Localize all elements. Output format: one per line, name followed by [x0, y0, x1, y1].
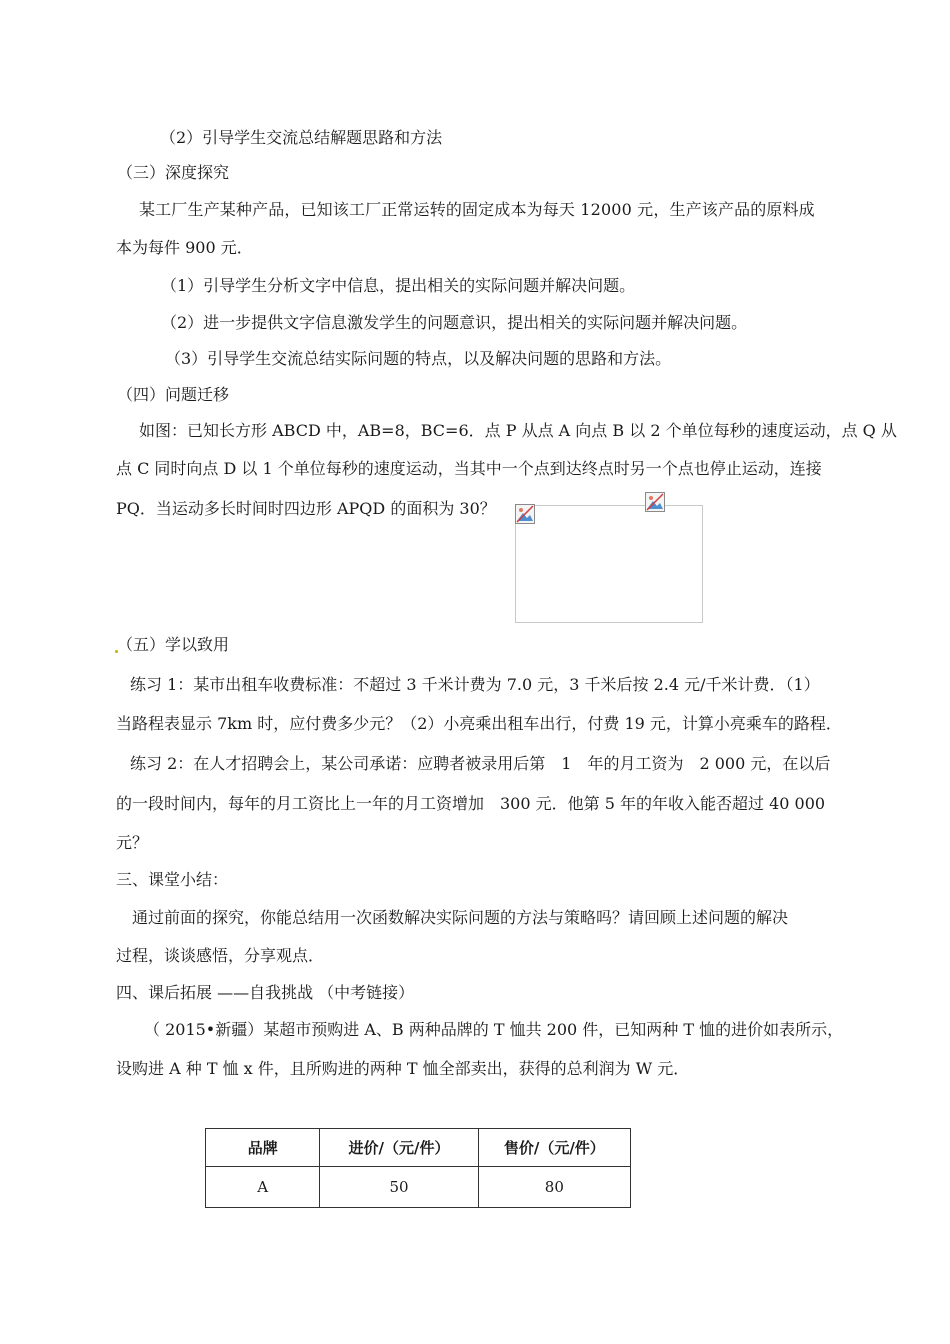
section-4-paragraph-line-3: PQ．当运动多长时间时四边形 APQD 的面积为 30？ [116, 499, 496, 518]
step-2-text: （2）引导学生交流总结解题思路和方法 [160, 128, 443, 147]
exercise-2-line-2: 的一段时间内，每年的月工资比上一年的月工资增加 300 元．他第 5 年的年收入能否超过 40 000 [116, 794, 826, 813]
broken-image-icon [515, 504, 535, 524]
table-header-row [206, 1129, 631, 1167]
summary-heading: 三、课堂小结： [116, 870, 229, 889]
summary-line-2: 过程，谈谈感悟，分享观点． [116, 946, 325, 965]
exercise-2-line-3: 元？ [116, 833, 149, 852]
section-4-heading: （四）问题迁移 [117, 385, 230, 404]
section-3-paragraph-line-2: 本为每件 900 元． [116, 238, 253, 257]
section-3-item-3: （3）引导学生交流总结实际问题的特点，以及解决问题的思路和方法。 [165, 349, 672, 368]
price-table [205, 1128, 631, 1208]
exercise-1-line-2: 当路程表显示 7km 时，应付费多少元？（2）小亮乘出租车出行，付费 19 元，计算小亮乘车的路程． [116, 714, 842, 733]
summary-line-1: 通过前面的探究，你能总结用一次函数解决实际问题的方法与策略吗？请回顾上述问题的解决 [132, 908, 789, 927]
table-cell-cost: 50 [320, 1167, 478, 1208]
section-3-item-1: （1）引导学生分析文字中信息，提出相关的实际问题并解决问题。 [161, 276, 636, 295]
section-4-paragraph-line-1: 如图：已知长方形 ABCD 中，AB=8，BC=6．点 P 从点 A 向点 B 以 2 个单位每秒的速度运动，点 Q 从 [139, 421, 897, 440]
section-3-paragraph-line-1: 某工厂生产某种产品，已知该工厂正常运转的固定成本为每天 12000 元，生产该产品的原料成 [139, 200, 815, 219]
table-header-cost: 进价/（元/件） [320, 1129, 478, 1167]
extension-line-1: （ 2015•新疆）某超市预购进 A、B 两种品牌的 T 恤共 200 件，已知两种 T 恤的进价如表所示， [144, 1020, 844, 1039]
section-3-heading: （三）深度探究 [117, 163, 230, 182]
section-3-item-2: （2）进一步提供文字信息激发学生的问题意识，提出相关的实际问题并解决问题。 [161, 313, 748, 332]
table-cell-brand: A [206, 1167, 320, 1208]
section-4-paragraph-line-2: 点 C 同时向点 D 以 1 个单位每秒的速度运动，当其中一个点到达终点时另一个点也停止运动，连接 [116, 459, 822, 478]
table-header-brand: 品牌 [206, 1129, 320, 1167]
broken-image-icon [645, 492, 665, 512]
rectangle-figure-frame [515, 505, 703, 623]
exercise-1-line-1: 练习 1：某市出租车收费标准：不超过 3 千米计费为 7.0 元，3 千米后按 2.4 元/千米计费．（1） [130, 675, 820, 694]
table-cell-price: 80 [478, 1167, 630, 1208]
extension-heading: 四、课后拓展 ——自我挑战 （中考链接） [116, 983, 415, 1002]
table-row [206, 1167, 631, 1208]
table-header-price: 售价/（元/件） [478, 1129, 630, 1167]
section-5-heading: （五）学以致用 [117, 635, 230, 654]
exercise-2-line-1: 练习 2：在人才招聘会上，某公司承诺：应聘者被录用后第 1 年的月工资为 2 000 元，在以后 [130, 754, 831, 773]
extension-line-2: 设购进 A 种 T 恤 x 件，且所购进的两种 T 恤全部卖出，获得的总利润为 W 元． [116, 1059, 690, 1078]
